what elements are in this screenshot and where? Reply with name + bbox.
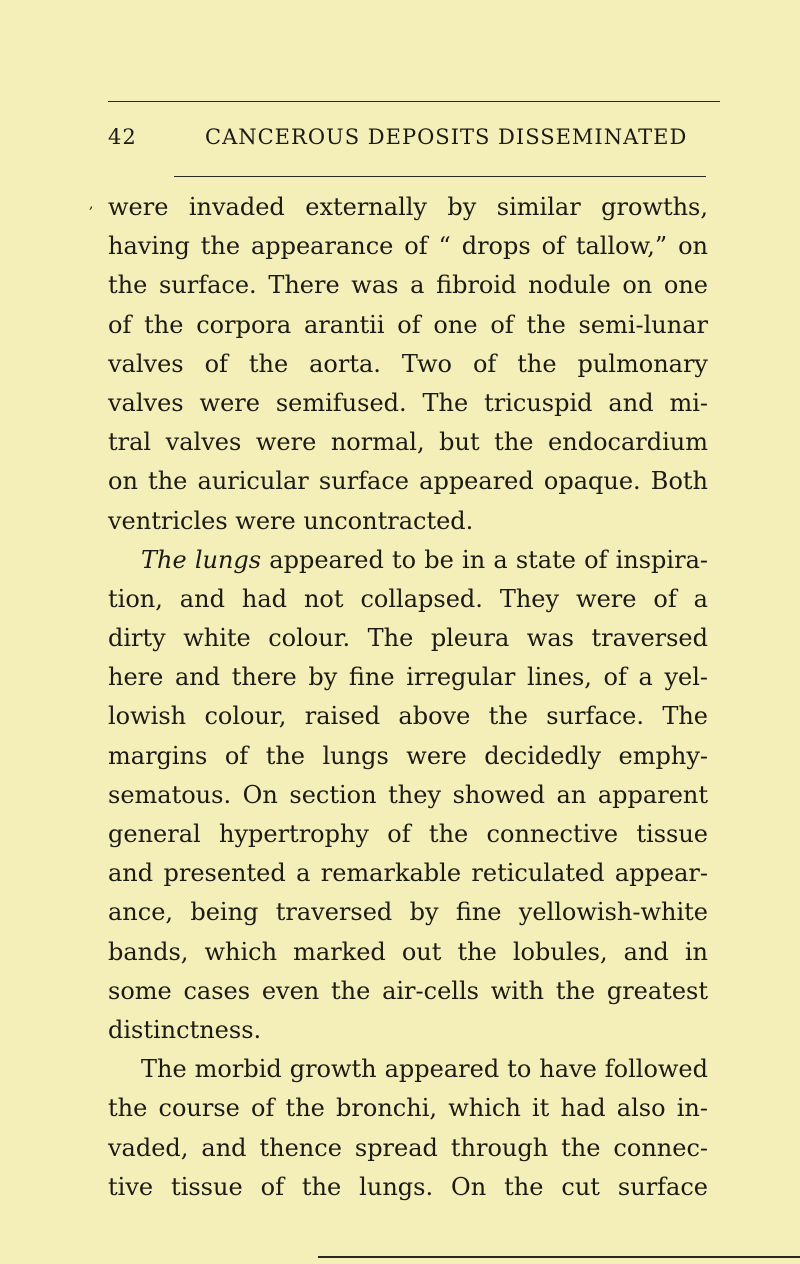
running-head <box>108 125 688 155</box>
header-rule <box>174 176 706 177</box>
text-line: The morbid growth appeared to have followed <box>141 1055 708 1084</box>
body-text <box>108 188 708 1207</box>
text-line: the surface. There was a fibroid nodule on one <box>108 271 708 300</box>
text-line: valves of the aorta. Two of the pulmonary <box>108 349 708 378</box>
text-line: of the corpora arantii of one of the semi-lunar <box>108 310 708 339</box>
text-line: tion, and had not collapsed. They were of a <box>108 584 708 613</box>
text-line: sematous. On section they showed an apparent <box>108 780 708 809</box>
paragraph <box>108 541 708 1050</box>
text-line: lowish colour, raised above the surface. The <box>108 702 708 731</box>
text-line: margins of the lungs were decidedly emphy- <box>108 741 708 770</box>
text-line: here and there by fine irregular lines, of a yel- <box>108 663 708 692</box>
page-number: 42 <box>108 125 137 149</box>
text-line: ventricles were uncontracted. <box>108 506 474 535</box>
text-line: tral valves were normal, but the endocardium <box>108 428 708 457</box>
margin-mark: , <box>89 196 94 212</box>
text-line: tive tissue of the lungs. On the cut surface <box>108 1172 708 1201</box>
text-line: some cases even the air-cells with the greatest <box>108 976 708 1005</box>
paragraph <box>108 188 708 541</box>
text-line: were invaded externally by similar growths, <box>108 193 708 221</box>
text-line: having the appearance of “ drops of tallow,” on <box>108 232 708 261</box>
text-line <box>108 541 708 580</box>
text-line: ance, being traversed by fine yellowish-white <box>108 898 708 927</box>
text-line: on the auricular surface appeared opaque. Both <box>108 467 708 496</box>
text-line: vaded, and thence spread through the connec- <box>108 1133 708 1162</box>
paragraph <box>108 1050 708 1207</box>
text-line: bands, which marked out the lobules, and in <box>108 937 708 966</box>
top-rule <box>108 101 720 102</box>
text-line: distinctness. <box>108 1015 262 1044</box>
bottom-rule <box>318 1256 800 1258</box>
italic-lead: The lungs <box>141 545 262 574</box>
text-line: the course of the bronchi, which it had also in- <box>108 1094 708 1123</box>
running-title: CANCEROUS DEPOSITS DISSEMINATED <box>205 125 688 149</box>
text-line: dirty white colour. The pleura was traversed <box>108 624 708 653</box>
text-line: and presented a remarkable reticulated appear- <box>108 859 708 888</box>
text-line: valves were semifused. The tricuspid and mi- <box>108 388 708 417</box>
text-line: general hypertrophy of the connective tissue <box>108 820 708 848</box>
line-rest: appeared to be in a state of inspira- <box>261 545 708 574</box>
